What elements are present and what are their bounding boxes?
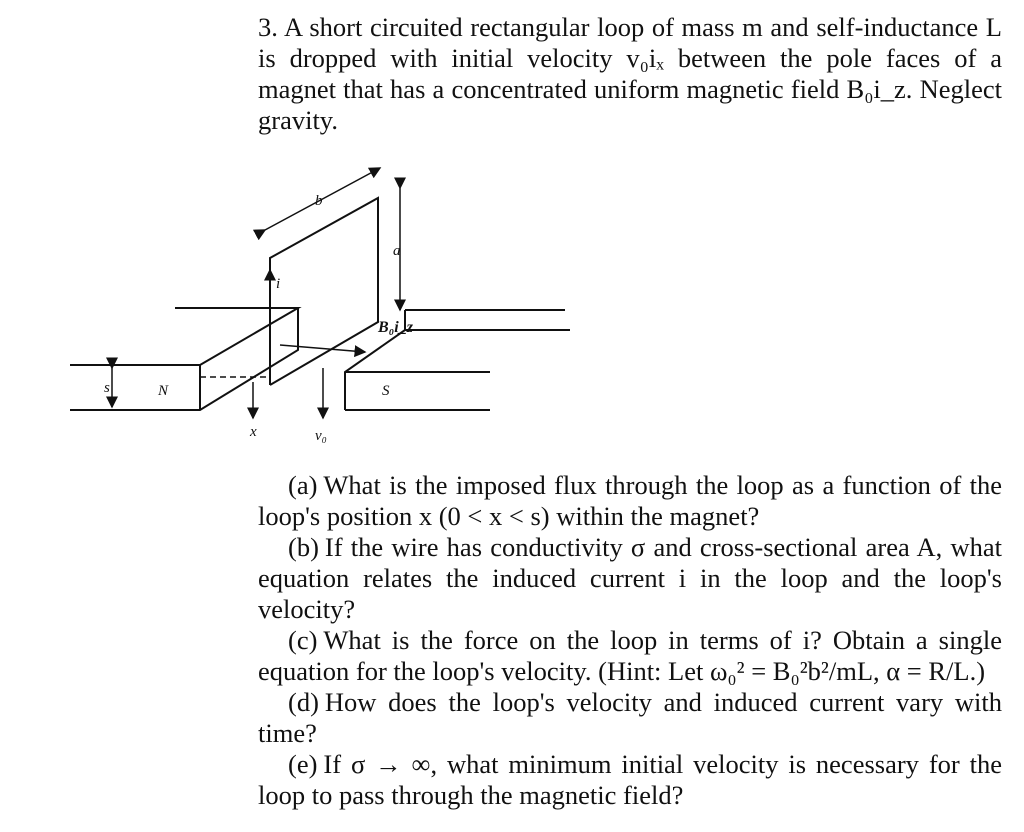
question-d [258, 687, 1002, 749]
question-letter: (a) [288, 470, 318, 500]
question-text: What is the force on the loop in terms of i? Obtain a single equation for the loop's velocity. (Hint: Let ω₀² = B₀²b²/mL, α = R/L.) [258, 625, 1002, 686]
problem-stem: 3. A short circuited rectangular loop of mass m and self-inductance L is dropped with initial velocity v₀iₓ between the pole faces of a magnet that has a concentrated uniform magnetic field B₀i_z. Neglect gravity. [258, 12, 1002, 135]
question-a [258, 470, 1002, 532]
loop-magnet-figure [60, 160, 580, 460]
label-north: N [158, 383, 169, 399]
question-letter: (d) [288, 687, 319, 717]
label-b: b [315, 193, 323, 209]
question-c [258, 625, 1002, 687]
label-v0: v₀ [315, 428, 327, 444]
label-i: i [276, 276, 281, 292]
label-field: B₀i_z [378, 319, 413, 336]
north-pole-block [70, 308, 298, 365]
question-text: How does the loop's velocity and induced current vary with time? [258, 687, 1002, 748]
loop-magnet-diagram [60, 160, 580, 460]
label-a: a [393, 243, 401, 259]
label-s: s [104, 380, 110, 396]
question-letter: (c) [288, 625, 318, 655]
question-letter: (e) [288, 749, 318, 779]
label-x: x [250, 424, 257, 440]
question-text: If σ → ∞, what minimum initial velocity is necessary for the loop to pass through the magnetic field? [258, 749, 1002, 810]
question-b [258, 532, 1002, 625]
question-e [258, 749, 1002, 811]
question-text: If the wire has conductivity σ and cross-sectional area A, what equation relates the induced current i in the loop and the loop's velocity? [258, 532, 1002, 624]
question-list [258, 470, 1002, 811]
question-letter: (b) [288, 532, 319, 562]
question-text: What is the imposed flux through the loop as a function of the loop's position x (0 < x < s) within the magnet? [258, 470, 1002, 531]
label-south: S [382, 383, 390, 399]
